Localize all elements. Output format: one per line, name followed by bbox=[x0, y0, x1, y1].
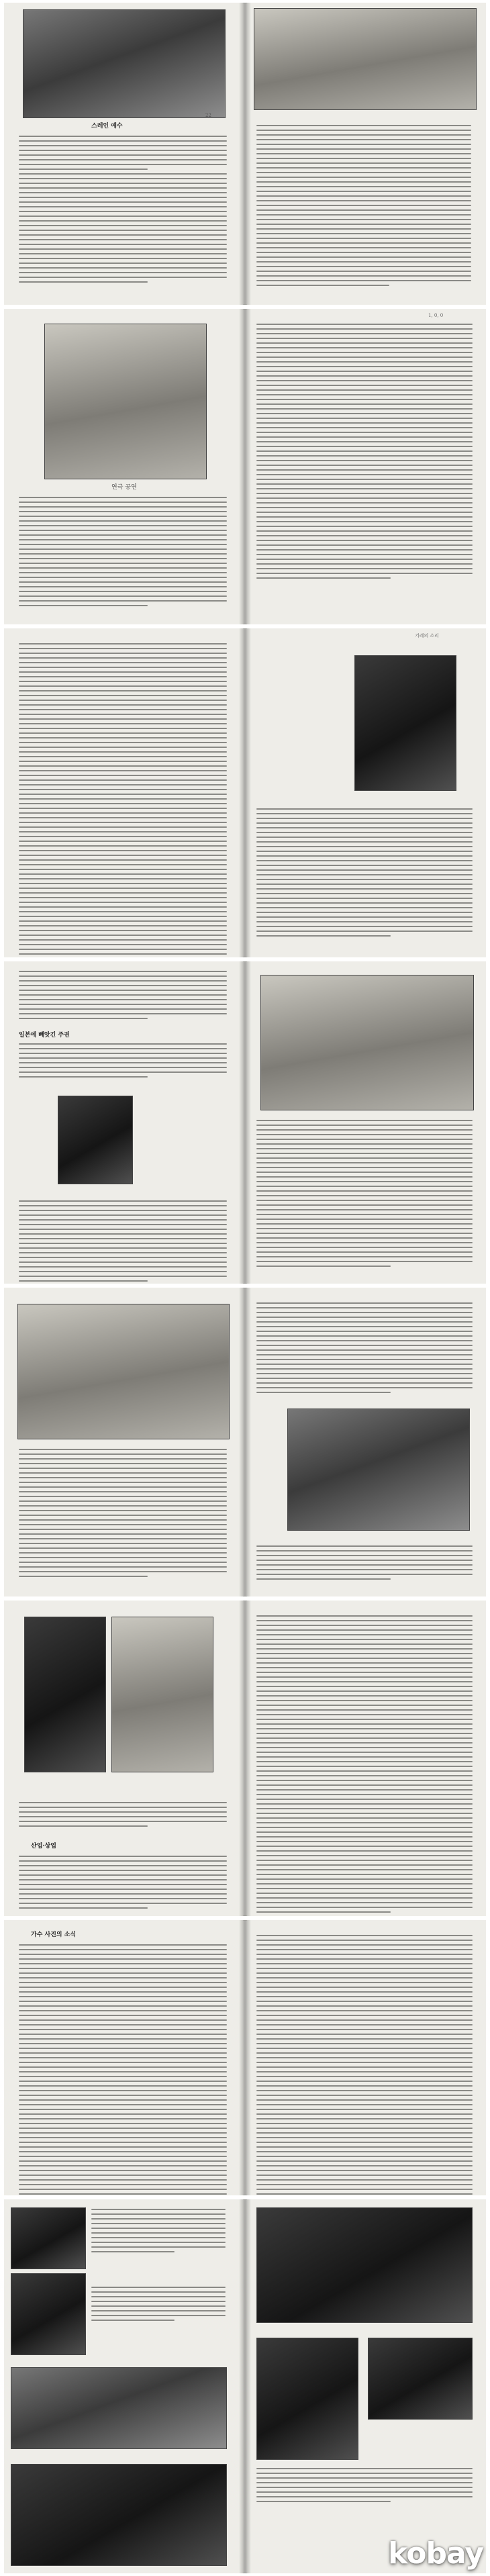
body-text bbox=[19, 971, 227, 1022]
body-text bbox=[256, 808, 473, 940]
page-left bbox=[4, 309, 243, 624]
section-heading: 산업·상업 bbox=[31, 1843, 56, 1850]
book-gutter bbox=[239, 309, 251, 624]
page-right bbox=[247, 1601, 486, 1916]
page-left bbox=[4, 628, 243, 957]
page-number: 22 bbox=[205, 113, 211, 118]
book-spread-6 bbox=[4, 1601, 486, 1916]
body-text bbox=[256, 1302, 473, 1396]
book-gutter bbox=[239, 2199, 251, 2573]
page-right bbox=[247, 1920, 486, 2195]
book-gutter bbox=[239, 628, 251, 957]
body-text bbox=[19, 643, 227, 957]
body-text bbox=[256, 324, 473, 582]
book-gutter bbox=[239, 961, 251, 1284]
performer-photo bbox=[368, 2338, 473, 2420]
book-spread-5 bbox=[4, 1288, 486, 1596]
man-portrait-photo bbox=[111, 1617, 213, 1772]
body-text bbox=[19, 497, 227, 610]
event-photo bbox=[11, 2273, 86, 2355]
newspaper-clipping-photo bbox=[17, 1304, 230, 1439]
marching-crowd-photo bbox=[254, 8, 477, 110]
meeting-photo bbox=[11, 2464, 227, 2566]
running-head: 1, 0, 0 bbox=[428, 313, 444, 318]
young-man-portrait-photo bbox=[24, 1617, 106, 1772]
body-text bbox=[19, 136, 227, 286]
ceremony-photo bbox=[11, 2367, 227, 2449]
book-gutter bbox=[239, 1288, 251, 1596]
portrait-photo bbox=[354, 655, 456, 791]
body-text bbox=[256, 1935, 473, 2195]
page-left bbox=[4, 961, 243, 1284]
section-heading: 일본에 빼앗긴 주권 bbox=[19, 1032, 70, 1039]
photo-caption: 연극 공연 bbox=[111, 484, 137, 491]
body-text bbox=[19, 1200, 227, 1284]
book-gutter bbox=[239, 3, 251, 305]
page-right bbox=[247, 1288, 486, 1596]
book-spread-1 bbox=[4, 3, 486, 305]
body-text bbox=[91, 2287, 226, 2324]
page-right bbox=[247, 961, 486, 1284]
page-left bbox=[4, 3, 243, 305]
book-gutter bbox=[239, 1920, 251, 2195]
body-text bbox=[19, 1856, 227, 1912]
book-spread-2 bbox=[4, 309, 486, 624]
body-text bbox=[256, 125, 471, 289]
body-text bbox=[256, 1545, 473, 1583]
book-spread-3 bbox=[4, 628, 486, 957]
page-right bbox=[247, 3, 486, 305]
page-left bbox=[4, 1288, 243, 1596]
book-spread-4 bbox=[4, 961, 486, 1284]
book-spread-7 bbox=[4, 1920, 486, 2195]
page-right bbox=[247, 628, 486, 957]
body-text bbox=[256, 1120, 473, 1270]
stage-photo bbox=[256, 2207, 473, 2323]
body-text bbox=[19, 1802, 227, 1830]
portrait-photo bbox=[58, 1096, 133, 1184]
watermark-logo: kobay bbox=[388, 2536, 483, 2571]
body-text bbox=[19, 1944, 227, 2195]
town-aerial-photo bbox=[287, 1409, 470, 1531]
historical-photo bbox=[23, 9, 226, 118]
book-spread-8 bbox=[4, 2199, 486, 2573]
body-text bbox=[19, 1449, 227, 1580]
book-gutter bbox=[239, 1601, 251, 1916]
village-street-photo bbox=[260, 975, 474, 1110]
body-text bbox=[91, 2209, 226, 2256]
body-text bbox=[19, 1043, 227, 1081]
body-text bbox=[256, 1615, 473, 1916]
page-right bbox=[247, 309, 486, 624]
group-photo bbox=[11, 2207, 86, 2269]
page-left bbox=[4, 1920, 243, 2195]
page-left bbox=[4, 1601, 243, 1916]
body-text bbox=[256, 2468, 473, 2506]
page-right bbox=[247, 2199, 486, 2573]
page-left bbox=[4, 2199, 243, 2573]
stage-performance-photo bbox=[44, 324, 207, 479]
singer-photo bbox=[256, 2338, 358, 2460]
section-heading: 가수 사진의 소식 bbox=[31, 1931, 77, 1938]
photo-title: 스레인 예수 bbox=[91, 123, 123, 130]
running-head: 겨레의 소리 bbox=[415, 633, 440, 638]
